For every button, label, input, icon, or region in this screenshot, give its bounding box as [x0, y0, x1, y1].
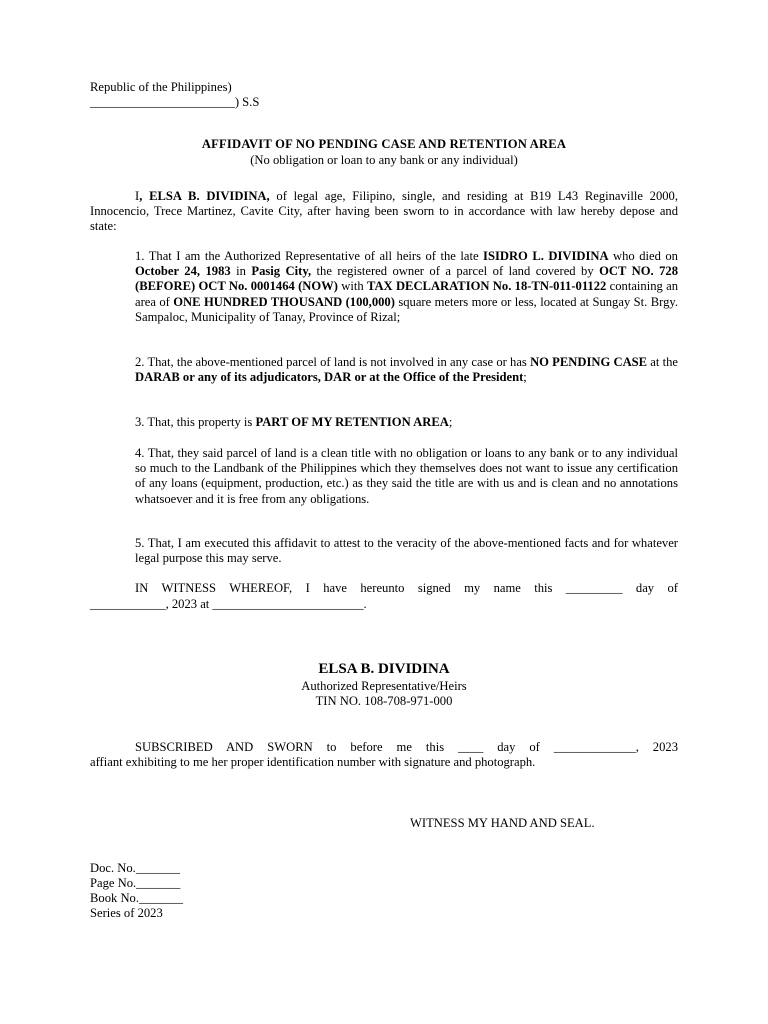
page-number: Page No._______	[90, 876, 181, 890]
witness-whereof-line-1: IN WITNESS WHEREOF, I have hereunto signed my name this _________ day of	[135, 581, 678, 595]
signatory-role: Authorized Representative/Heirs	[301, 679, 467, 693]
clause-4: 4. That, they said parcel of land is a clean title with no obligation or loans to any bank or to any individual so much to the Landbank of the Philippines which they themselves does not want to issue any certification of any loans (equipment, production, etc.) as they said the title are with us and is clean and no annotations whatsoever and it is free from any obligations.	[135, 446, 678, 506]
book-number: Book No._______	[90, 891, 184, 905]
series-year: Series of 2023	[90, 906, 163, 920]
clause-3: 3. That, this property is PART OF MY RETENTION AREA;	[135, 415, 453, 429]
clause-1: 1. That I am the Authorized Representative of all heirs of the late ISIDRO L. DIVIDINA who died on October 24, 1983 in Pasig City, the registered owner of a parcel of land covered by OCT NO. 728 (BEFORE) OCT No. 0001464 (NOW) with TAX DECLARATION No. 18-TN-011-01122 containing an area of ONE HUNDRED THOUSAND (100,000) square meters more or less, located at Sungay St. Brgy. Sampaloc, Municipality of Tanay, Province of Rizal;	[135, 249, 679, 324]
signatory-name: ELSA B. DIVIDINA	[318, 661, 450, 677]
clause-2: 2. That, the above-mentioned parcel of land is not involved in any case or has NO PENDING CASE at the DARAB or any of its adjudicators, DAR or at the Office of the President;	[135, 355, 679, 385]
jurat-line-1: SUBSCRIBED AND SWORN to before me this ____ day of _____________, 2023	[135, 740, 678, 754]
affiant-name: , ELSA B. DIVIDINA,	[139, 189, 270, 203]
document-title: AFFIDAVIT OF NO PENDING CASE AND RETENTION AREA	[201, 137, 567, 151]
jurat-line-2: affiant exhibiting to me her proper identification number with signature and photograph.	[90, 755, 536, 769]
venue-line-2: _______________________) S.S	[90, 95, 260, 109]
witness-hand-seal: WITNESS MY HAND AND SEAL.	[410, 816, 595, 830]
venue-line-1: Republic of the Philippines)	[90, 80, 232, 94]
clause-5: 5. That, I am executed this affidavit to attest to the veracity of the above-mentioned facts and for whatever legal purpose this may serve.	[135, 536, 678, 566]
signatory-tin: TIN NO. 108-708-971-000	[315, 694, 453, 708]
witness-whereof-line-2: ____________, 2023 at ________________________.	[90, 597, 367, 611]
doc-number: Doc. No._______	[90, 861, 180, 875]
intro-paragraph: I, ELSA B. DIVIDINA, of legal age, Filipino, single, and residing at B19 L43 Reginaville 2000, Innocencio, Trece Martinez, Cavite City, after having been sworn to in accordance with law hereby depose and state:	[90, 189, 678, 234]
document-subtitle: (No obligation or loan to any bank or any individual)	[250, 153, 518, 167]
